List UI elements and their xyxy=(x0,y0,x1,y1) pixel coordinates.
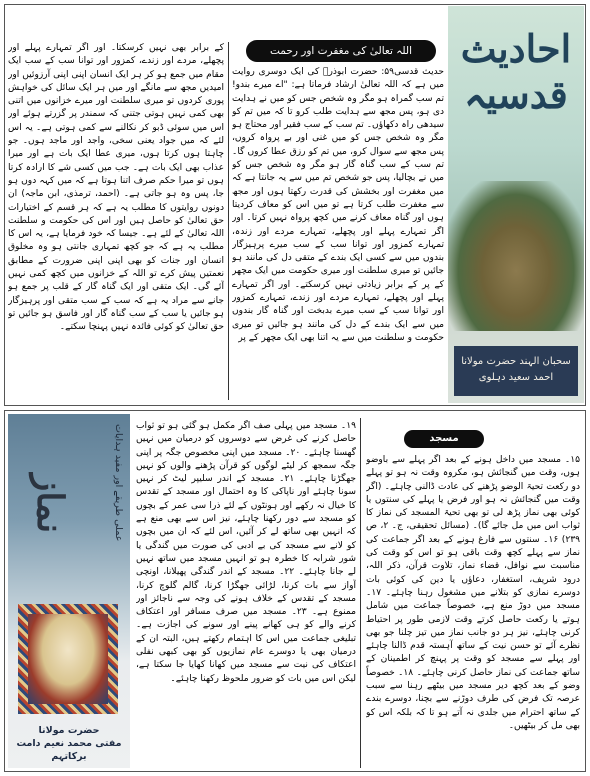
author-name: احمد سعید دہلوی xyxy=(478,372,554,383)
column-divider xyxy=(228,42,229,400)
top-article-column-1: حدیث قدسی۵۹: حضرت ابوذرؓ کی ایک دوسری روایت میں ہے کہ اللہ تعالیٰ ارشاد فرماتا ہے: "اے میرے بندو! تم سب گمراہ ہو مگر وہ شخص جس کو میں نے ہدایت دی ہو، پس مجھ سے ہدایت طلب کرو تا کہ میں تم کو سیدھی راہ دکھاؤں۔ تم سب کے سب فقیر اور محتاج ہو مگر وہ شخص جس کو میں غنی اور بے پرواہ کروں، پس مجھ سے سوال کرو، میں تم کو رزق عطا کروں گا۔ تم سب کے سب گناہ گار ہو مگر وہ شخص جس کو میں نے بچالیا، پس جو شخص تم میں سے یہ جانتا ہے کہ میں مغفرت اور بخشش کی قدرت رکھتا ہوں اور مجھ سے مغفرت طلب کرتا ہے تو میں اس کو معاف کردیتا ہوں اور گناہ معاف کرنے میں کچھ پرواہ نہیں کرتا۔ اور اگر تمہارے پہلے اور پچھلے، تمہارے مردے اور زندہ، تمہارے کمزور اور توانا سب کے سب میرے پرہیزگار بندوں میں سے کسی ایک بندے کے متقی دل کی مانند ہو جائیں تو میری سلطنت اور میری حکومت میں ایک مچھر کے پر کے برابر زیادتی نہیں کرسکتے۔ اور اگر تمہارے پہلے اور پچھلے، تمہارے مردے اور زندے، تمہارے کمزور اور توانا سب کے سب میرے بدبخت اور گناہ گار بندوں میں سے ایک بندے کے دل کی مانند ہو جائیں تو میری حکومت و سلطنت میں سے یہ اتنا بھی ایک مچھر کے پر xyxy=(232,67,444,343)
section-header-masjid: مسجد xyxy=(404,430,484,448)
book-cover-ahadees-qudsiyah xyxy=(448,6,584,403)
top-article-column-2: کے برابر بھی نہیں کرسکتا۔ اور اگر تمہارے پہلے اور پچھلے، مردے اور زندے، کمزور اور توانا سب کے سب ایک مقام میں جمع ہو کر ہر ایک انسان اپنی اپنی آرزوئیں اور امیدیں مجھ سے مانگے اور میں ہر ایک سائل کی خواہش پوری کردوں تو میری سلطنت اور میرے خزانوں میں اتنی بھی کمی نہیں ہوتی جتنی کہ سمندر پر گزرتے ہوئے اور اس میں سوئی ڈبو کر نکالنے سے کمی ہوتی ہے۔ یہ اس لئے کہ میں جواد یعنی سخی، واجد اور ماجد ہوں۔ جو چاہتا ہوں کرتا ہوں، میری عطا ایک بات ہے اور میرا عذاب بھی ایک بات ہے۔ جب میں کسی شے کا ارادہ کرتا ہوں تو میرا حکم صرف اتنا ہوتا ہے کہ میں کہہ دوں ہو جا، پس وہ ہو جاتی ہے۔ (احمد، ترمذی، ابن ماجہ) ان دونوں روایتوں کا مطلب یہ ہے کہ ہر قسم کے اختیارات حق تعالیٰ کو حاصل ہیں اور اس کی حکومت و سلطنت اللہ تعالیٰ کے لئے ہے۔ جیسا کہ خود فرمایا ہے، یہ اس کا مطلب یہ ہے کہ جو کچھ تمہاری جانتی ہو وہ مخلوق انسان اور جنات کو بھی اپنی اپنی ضرورت کے مطابق نعمتیں پیش کرے تو اللہ کے خزانوں میں کچھ کمی نہیں آئے گی۔ ایک متقی اور ایک گناہ گار کے قلب پر جمع ہو جانے سے مراد یہ ہے کہ سب کے سب متقی اور پرہیزگار ہو جائیں یا سب کے سب گناہ گار اور فاسق ہو جائیں تو حق تعالیٰ کو کوئی فائدہ نہیں پہنچا سکتے۔ xyxy=(8,43,224,333)
bottom-article-column-1: ۱۵۔ مسجد میں داخل ہونے کے بعد اگر پہلے سے باوضو ہوں، وقت میں گنجائش ہو، مکروہ وقت نہ ہو تو پہلے دو رکعت تحیۃ الوضو پڑھنے کی عادت ڈالنی چاہئے۔ (اگر وقت میں گنجائش نہ ہو اور فرض یا پہلے کی سنتوں یا کوئی بھی نماز پڑھ لی تو بھی تحیۃ المسجد کی نماز کا ثواب اس میں مل جائے گا)۔ (مسائل تحقیقی، ج۔ ۲، ص ۲۳۹) ۱۶۔ سنتوں سے فارغ ہونے کے بعد اگر جماعت کی نماز سے پہلے کچھ وقت باقی ہو تو اس کو وقت کی مناسبت سے نوافل، قضاء نماز، تلاوت قرآن، ذکر اللہ، درود شریف، استغفار، دعاؤں یا دین کی کوئی بات دوسرے نمازی کو بتلانے میں مشغول رہنا چاہئے۔ ۱۷۔ مسجد میں دوڑ منع ہے، خصوصاً جماعت میں شامل ہوتے یا رکعت حاصل کرتے وقت لازمی طور پر احتیاط کرنی چاہئے، نیز ہر دو جانب نماز میں تیز چلنا جو بھی نظرے آئے تو حسن نیت کے ساتھ آہستہ قدم ڈالنا چاہئے اور پہلے سے مسجد کو وقت پر پہنچ کر اطمینان کے ساتھ جماعت کی نماز حاصل کرنی چاہئے۔ ۱۸۔ خصوصاً وضو کے بعد کچھ دیر مسجد میں بیٹھے رہنا سے سبب عرصہ تک فرض کی طرف دوڑنے سے بچنا، دوسرے بندے کے ساتھ احترام میں جلدی نہ آتے ہو تا کہ بلکہ اس کو بھی مل کر بیٹھیں۔ xyxy=(366,455,580,731)
author-title: سحبان الہند حضرت مولانا xyxy=(461,356,571,367)
book-author-box xyxy=(12,724,126,764)
book-title: نماز xyxy=(29,474,71,534)
book-subtitle: عملی طریقے اور مفید ہدایات xyxy=(113,424,124,542)
author-title: حضرت مولانا xyxy=(38,725,100,736)
author-name: مفتی محمد نعیم دامت برکاتہم xyxy=(16,738,122,762)
book-cover-namaz xyxy=(8,414,130,768)
section-header-maghfirat: اللہ تعالیٰ کی مغفرت اور رحمت xyxy=(246,40,436,62)
cover-illustration xyxy=(448,181,584,331)
bottom-article-column-2: ۱۹۔ مسجد میں پہلی صف اگر مکمل ہو گئی ہو تو ثواب حاصل کرنے کی غرض سے دوسروں کو درمیان میں نہیں گھسنا چاہئے۔ ۲۰۔ مسجد میں اپنی مخصوص جگہ پر اپنی جگہ سمجھ کر لیٹے لوگوں کو قرآن پڑھنے والوں کو نہیں جھگڑنا چاہئے۔ ۲۱۔ مسجد کے اندر سلیپر لیٹ کر نہیں سونا چاہئے اور ناپاکی کا وہ احتمال اور مسجد کے تقدس کا خیال نہ رکھے اور ہونٹوں کے لئے ذرا سی عمر کے بچوں کو مسجد سے دور رکھنا چاہئے، نیز اس سے بھی منع ہے کہ انہیں بھی ساتھ لے کر آئیں، اس لئے کہ ان میں بچوں کو لانے سے مسجد کی بے ادبی کی صورت میں گندگی یا شور شرابہ کا خطرہ ہو تو انہیں مسجد میں ساتھ نہیں لے جانا چاہئے۔ ۲۲۔ مسجد کے اندر گندگی پھیلانا، اونچی آواز سے بات کرنا، لڑائی جھگڑا کرنا، گالم گلوچ کرنا، مسجد کے تقدس کے خلاف ہونے کی وجہ سے ناجائز اور ممنوع ہے۔ ۲۳۔ مسجد میں صرف مسافر اور اعتکاف کرنے والے کو ہی کھانے پینے اور سونے کی اجازت ہے۔ تبلیغی جماعت میں اس کا اہتمام رکھتے ہیں، البتہ ان کے درمیان بھی یا دوسرے عام نمازیوں کو بھی کبھی نفلی اعتکاف کی نیت سے مسجد میں کھانا کھایا جا سکتا ہے، لیکن اس میں بات کو ضرور ملحوظ رکھنا چاہئے۔ xyxy=(136,421,356,684)
column-divider xyxy=(360,418,361,768)
book-author-box xyxy=(454,346,578,396)
book-title: احادیث قدسیہ xyxy=(460,26,572,117)
prayer-rug-center xyxy=(28,614,108,704)
prayer-rug-image xyxy=(18,604,118,714)
